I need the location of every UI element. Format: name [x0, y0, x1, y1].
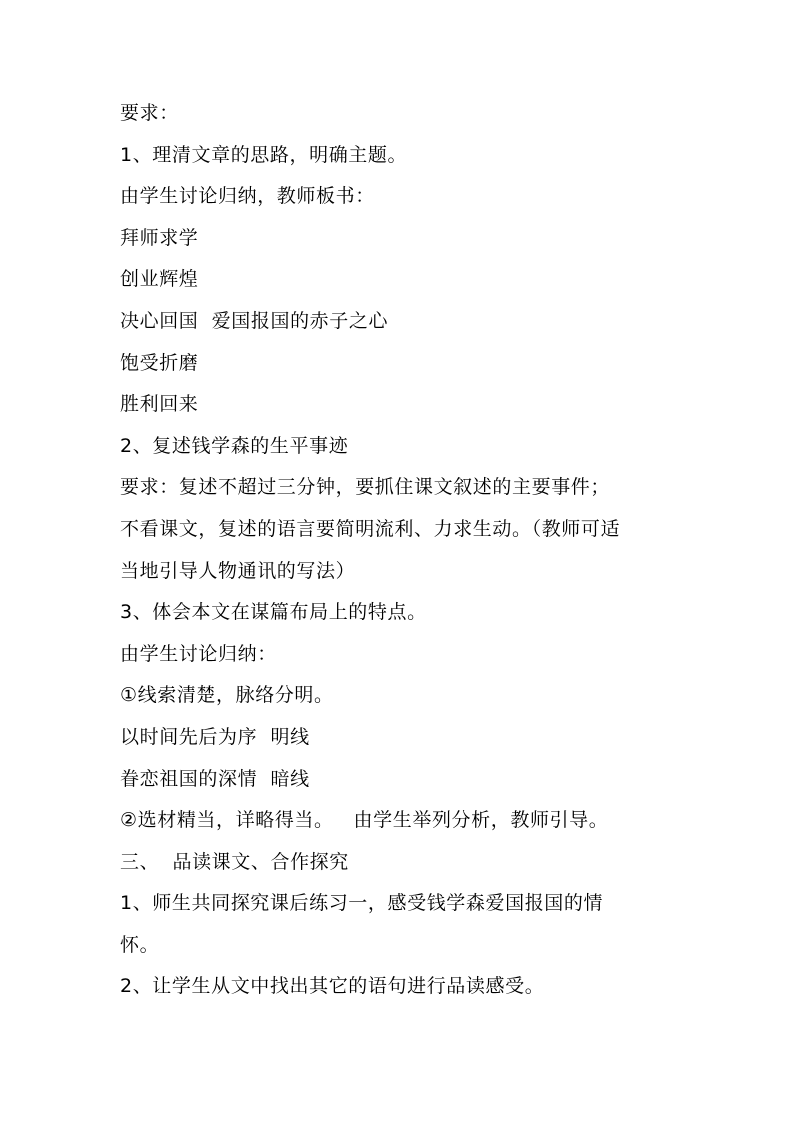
- text-line: 由学生讨论归纳：: [120, 642, 277, 665]
- text-line: 1、师生共同探究课后练习一，感受钱学森爱国报国的情: [120, 892, 604, 915]
- text-line: 不看课文，复述的语言要简明流利、力求生动。（教师可适: [120, 517, 621, 540]
- text-line: 2、复述钱学森的生平事迹: [120, 434, 349, 457]
- text-line: 决心回国 爱国报国的赤子之心: [120, 309, 389, 332]
- text-line: 三、 品读课文、合作探究: [120, 850, 349, 873]
- text-line: 2、让学生从文中找出其它的语句进行品读感受。: [120, 975, 545, 998]
- text-line: 当地引导人物通讯的写法）: [120, 559, 356, 582]
- text-line: 要求：复述不超过三分钟，要抓住课文叙述的主要事件；: [120, 476, 611, 499]
- text-line: 眷恋祖国的深情 暗线: [120, 767, 310, 790]
- text-line: ②选材精当，详略得当。 由学生举列分析，教师引导。: [120, 809, 609, 832]
- text-line: 要求：: [120, 102, 179, 124]
- text-line: 怀。: [120, 933, 160, 956]
- text-line: 饱受折磨: [120, 351, 199, 374]
- text-line: 1、理清文章的思路，明确主题。: [120, 143, 408, 166]
- document-body: [120, 93, 680, 1008]
- text-line: 创业辉煌: [120, 268, 199, 291]
- text-line: 胜利回来: [120, 393, 199, 416]
- text-line: 由学生讨论归纳，教师板书：: [120, 185, 375, 208]
- text-line: ①线索清楚，脉络分明。: [120, 684, 334, 707]
- text-line: 以时间先后为序 明线: [120, 725, 310, 748]
- text-line: 拜师求学: [120, 226, 199, 249]
- text-line: 3、体会本文在谋篇布局上的特点。: [120, 601, 427, 624]
